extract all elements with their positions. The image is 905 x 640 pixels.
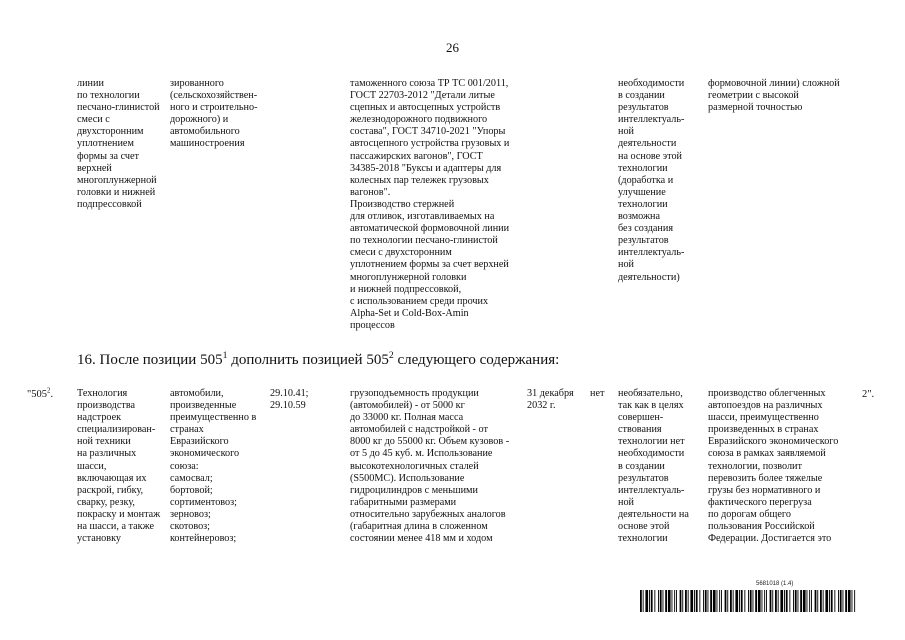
barcode-bar <box>778 590 779 612</box>
table-cell-necessity: необязательно, так как в целях совершен- ствования технологии нет необходимости в создании результатов интеллектуаль- ной деятельности на основе этой технологии <box>618 388 689 545</box>
barcode-bar <box>651 590 653 612</box>
barcode-bar <box>730 590 732 612</box>
barcode-bar <box>793 590 794 612</box>
barcode-bar <box>800 590 802 612</box>
barcode-bar <box>710 590 712 612</box>
barcode-bar <box>840 590 842 612</box>
barcode-bar <box>668 590 671 612</box>
barcode-bar <box>739 590 740 612</box>
table-cell-parameters: грузоподъемность продукции (автомобилей) - от 5000 кг до 33000 кг. Полная масса автомобилей с надстройкой - от 8000 кг до 55000 кг. Объем кузовов - от 5 до 45 куб. м. Использование высокотехнологичных сталей (S500MC). Использование гидроцилиндров с меньшими габаритными размерами относительно зарубежных аналогов (габаритная длина в сложенном состоянии менее 418 мм и ходом <box>350 388 510 545</box>
barcode-bar <box>748 590 749 612</box>
barcode-bar <box>725 590 727 612</box>
table-cell-okpd-codes: 29.10.41; 29.10.59 <box>270 388 309 412</box>
barcode-bar <box>795 590 797 612</box>
barcode-bar <box>764 590 765 612</box>
barcode-bar <box>717 590 718 612</box>
barcode-bar <box>741 590 743 612</box>
barcode-bar <box>766 590 767 612</box>
barcode-bar <box>753 590 754 612</box>
table-cell-description-continued: формовочной линии) сложной геометрии с высокой размерной точностью <box>708 78 840 114</box>
barcode-bar <box>703 590 704 612</box>
barcode-bar <box>854 590 855 612</box>
barcode-bar <box>755 590 757 612</box>
barcode-bar <box>694 590 695 612</box>
barcode-bar <box>658 590 659 612</box>
barcode-label: 5681018 (1.4) <box>756 581 794 587</box>
table-cell-flag: нет <box>590 388 605 399</box>
barcode-bar <box>713 590 716 612</box>
barcode-bar <box>803 590 806 612</box>
barcode-bar <box>654 590 655 612</box>
barcode-bar <box>750 590 752 612</box>
barcode-bar <box>789 590 790 612</box>
table-cell-products: автомобили, произведенные преимущественно в странах Евразийского экономического союза: самосвал; бортовой; сортиментовоз; зерновоз; скотовоз; контейнеровоз; <box>170 388 257 545</box>
barcode-bar <box>809 590 810 612</box>
barcode-bar <box>815 590 817 612</box>
barcode-bar <box>682 590 683 612</box>
table-cell-necessity-continued: необходимости в создании результатов интеллектуаль- ной деятельности на основе этой технологии (доработка и улучшение технологии возможна без создания результатов интеллектуаль- ной деятельности) <box>618 78 685 283</box>
barcode-bar <box>772 590 773 612</box>
barcode-bar <box>848 590 851 612</box>
barcode-bar <box>811 590 812 612</box>
barcode-bar <box>721 590 722 612</box>
barcode-bar <box>733 590 734 612</box>
barcode-bar <box>719 590 720 612</box>
table-cell-industry-continued: зированного (сельскохозяйствен- ного и строительно- дорожного) и автомобильного машиностроения <box>170 78 258 150</box>
barcode-bar <box>838 590 839 612</box>
barcode-bar <box>672 590 673 612</box>
barcode-bar <box>660 590 662 612</box>
barcode-bar <box>645 590 648 612</box>
barcode-bar <box>820 590 822 612</box>
barcode-bar <box>699 590 700 612</box>
barcode-bar <box>649 590 650 612</box>
barcode-bar <box>744 590 745 612</box>
table-cell-technology: Технология производства надстроек специализирован- ной техники на различных шасси, включающая их раскрой, гибку, сварку, резку, покраску и монтаж на шасси, а также установку <box>77 388 161 545</box>
table-cell-parameters-continued: таможенного союза ТР ТС 001/2011, ГОСТ 22703-2012 "Детали литые сцепных и автосцепных устройств железнодорожного подвижного состава", ГОСТ 34710-2021 "Упоры автосцепного устройства грузовых и пассажирских вагонов", ГОСТ 34385-2018 "Буксы и адаптеры для колесных пар тележек грузовых вагонов". Производство стержней для отливок, изготавливаемых на автоматической формовочной линии по технологии песчано-глинистой смеси с двухсторонним уплотнением формы за счет верхней многоплунжерной головки и нижней подпрессовкой, с использованием среди прочих Alpha-Set и Cold-Box-Amin процессов <box>350 78 510 331</box>
barcode-image <box>640 590 856 612</box>
barcode-bar <box>676 590 677 612</box>
table-cell-technology-continued: линии по технологии песчано-глинистой смеси с двухсторонним уплотнением формы за счет верхней многоплунжерной головки и нижней подпрессовкой <box>77 78 160 210</box>
barcode-bar <box>762 590 763 612</box>
table-cell-date: 31 декабря 2032 г. <box>527 388 574 412</box>
barcode-bar <box>643 590 644 612</box>
barcode-bar <box>663 590 664 612</box>
table-cell-description: производство облегченных автопоездов на различных шасси, преимущественно произведенных в странах Евразийского экономического союза в рамках заявляемой технологии, позволит перевозить более тяжелые грузы без нормативного и фактического перегруза по дорогам общего пользования Российской Федерации. Достигается это <box>708 388 839 545</box>
barcode-bar <box>845 590 847 612</box>
barcode-bar <box>834 590 835 612</box>
barcode-bar <box>685 590 687 612</box>
barcode-bar <box>735 590 738 612</box>
barcode-bar <box>786 590 788 612</box>
section-heading: 16. После позиции $505^1$ дополнить позицией $505^2$ следующего содержания: <box>77 350 560 368</box>
barcode-bar <box>780 590 783 612</box>
page-number: 26 <box>446 40 459 55</box>
table-cell-last-column: 2". <box>862 389 875 400</box>
barcode-bar <box>696 590 698 612</box>
barcode-bar <box>674 590 675 612</box>
row-number: "$505^2$. <box>27 387 54 400</box>
barcode-bar <box>688 590 689 612</box>
barcode-bar <box>798 590 799 612</box>
barcode-bar <box>823 590 824 612</box>
barcode-bar <box>665 590 667 612</box>
barcode-bar <box>770 590 772 612</box>
barcode-bar <box>852 590 853 612</box>
barcode-bar <box>817 590 818 612</box>
barcode-bar <box>758 590 761 612</box>
barcode-bar <box>831 590 833 612</box>
barcode-bar <box>829 590 830 612</box>
barcode-bar <box>690 590 693 612</box>
barcode-bar <box>825 590 828 612</box>
barcode-bar <box>640 590 642 612</box>
barcode-bar <box>680 590 682 612</box>
barcode-bar <box>727 590 728 612</box>
barcode-bar <box>775 590 777 612</box>
barcode-bar <box>708 590 709 612</box>
barcode-bar <box>705 590 707 612</box>
barcode-bar <box>784 590 785 612</box>
barcode-bar <box>843 590 844 612</box>
barcode-bar <box>807 590 808 612</box>
